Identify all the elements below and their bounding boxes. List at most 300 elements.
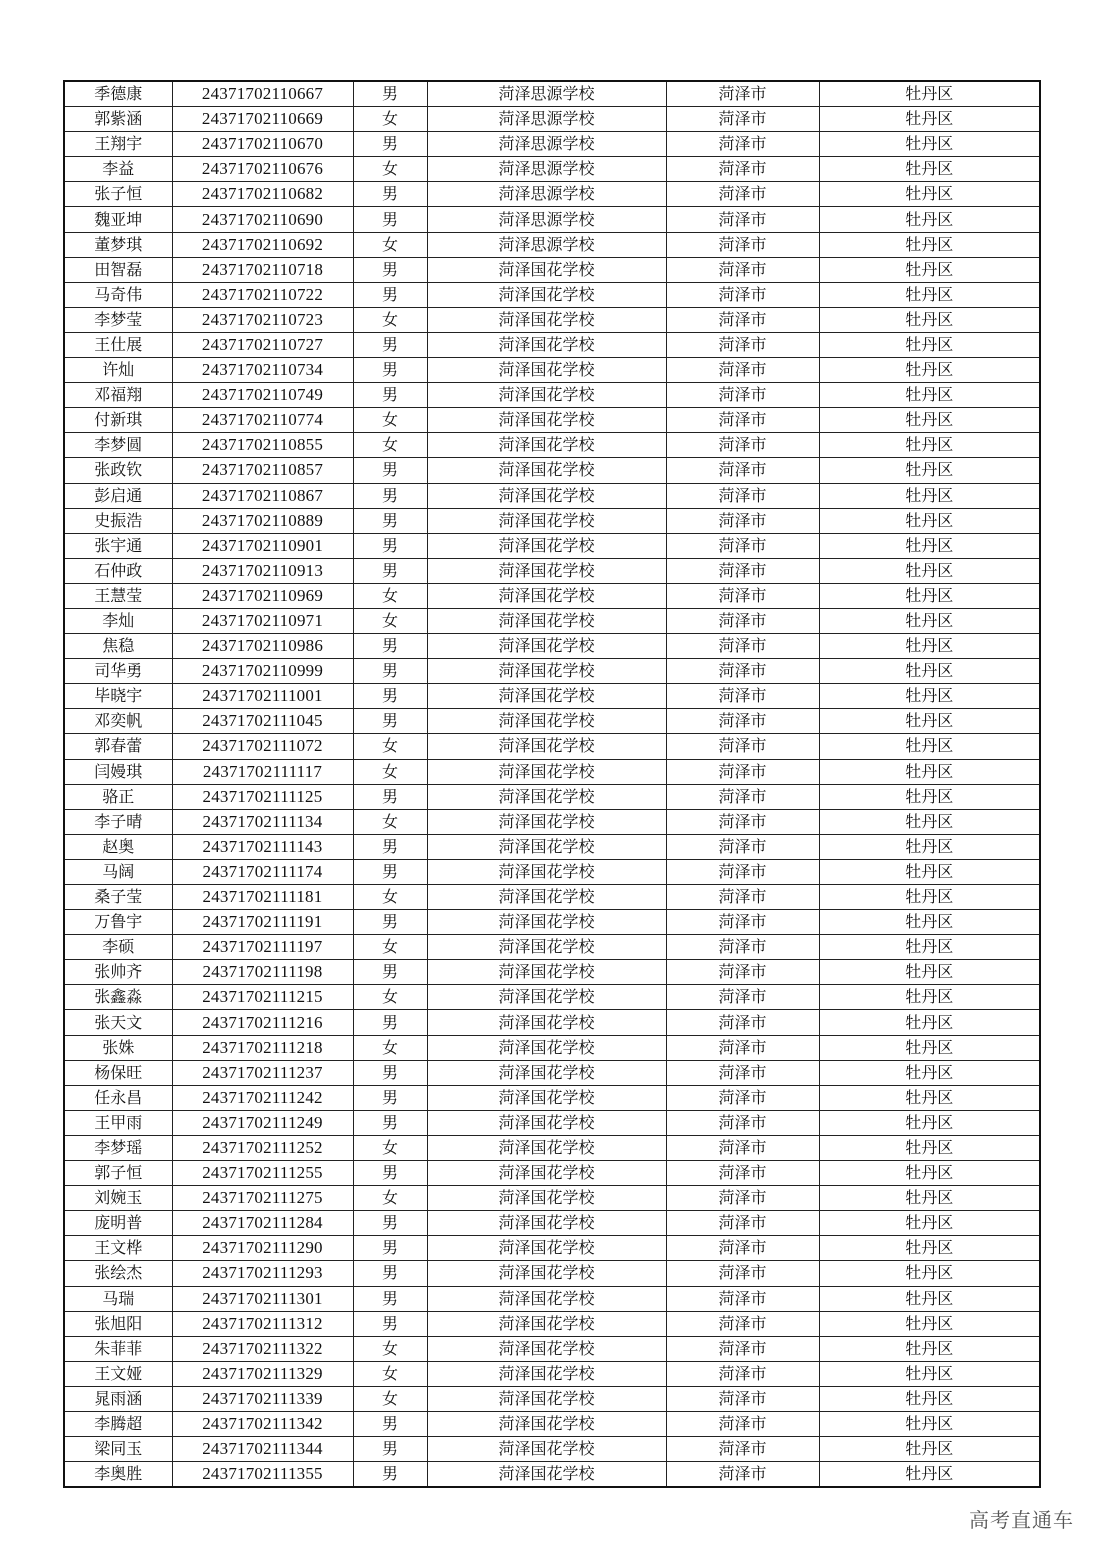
cell-gender: 女 (353, 1186, 427, 1211)
table-row (64, 583, 1040, 608)
cell-name: 李梦莹 (64, 307, 172, 332)
cell-school: 菏泽国花学校 (427, 1035, 666, 1060)
cell-district: 牡丹区 (819, 132, 1040, 157)
cell-name: 杨保旺 (64, 1060, 172, 1085)
cell-city: 菏泽市 (666, 81, 819, 107)
cell-name: 万鲁宇 (64, 910, 172, 935)
cell-school: 菏泽国花学校 (427, 1311, 666, 1336)
table-row (64, 910, 1040, 935)
cell-gender: 女 (353, 885, 427, 910)
cell-gender: 男 (353, 1211, 427, 1236)
cell-district: 牡丹区 (819, 935, 1040, 960)
cell-exam-id: 24371702110986 (172, 634, 353, 659)
cell-name: 李益 (64, 157, 172, 182)
cell-school: 菏泽思源学校 (427, 232, 666, 257)
cell-city: 菏泽市 (666, 207, 819, 232)
cell-exam-id: 24371702110690 (172, 207, 353, 232)
cell-name: 毕晓宇 (64, 684, 172, 709)
cell-school: 菏泽国花学校 (427, 1186, 666, 1211)
table-row (64, 859, 1040, 884)
cell-gender: 男 (353, 182, 427, 207)
cell-district: 牡丹区 (819, 734, 1040, 759)
cell-city: 菏泽市 (666, 1261, 819, 1286)
cell-gender: 女 (353, 734, 427, 759)
cell-school: 菏泽国花学校 (427, 533, 666, 558)
cell-gender: 女 (353, 408, 427, 433)
cell-district: 牡丹区 (819, 784, 1040, 809)
cell-exam-id: 24371702111181 (172, 885, 353, 910)
cell-gender: 女 (353, 1336, 427, 1361)
cell-gender: 男 (353, 1286, 427, 1311)
cell-city: 菏泽市 (666, 910, 819, 935)
cell-district: 牡丹区 (819, 985, 1040, 1010)
cell-name: 许灿 (64, 358, 172, 383)
table-row (64, 809, 1040, 834)
cell-name: 张政钦 (64, 458, 172, 483)
cell-school: 菏泽国花学校 (427, 558, 666, 583)
table-row (64, 433, 1040, 458)
table-row (64, 1336, 1040, 1361)
cell-exam-id: 24371702110969 (172, 583, 353, 608)
table-row (64, 383, 1040, 408)
cell-school: 菏泽国花学校 (427, 834, 666, 859)
cell-city: 菏泽市 (666, 1010, 819, 1035)
cell-district: 牡丹区 (819, 885, 1040, 910)
cell-city: 菏泽市 (666, 985, 819, 1010)
cell-name: 史振浩 (64, 508, 172, 533)
cell-school: 菏泽国花学校 (427, 734, 666, 759)
cell-name: 郭春蕾 (64, 734, 172, 759)
cell-name: 郭子恒 (64, 1161, 172, 1186)
cell-gender: 男 (353, 1161, 427, 1186)
cell-gender: 男 (353, 332, 427, 357)
cell-exam-id: 24371702111134 (172, 809, 353, 834)
cell-city: 菏泽市 (666, 583, 819, 608)
cell-name: 张鑫淼 (64, 985, 172, 1010)
table-row (64, 1135, 1040, 1160)
cell-exam-id: 24371702111252 (172, 1135, 353, 1160)
cell-school: 菏泽国花学校 (427, 408, 666, 433)
cell-district: 牡丹区 (819, 1161, 1040, 1186)
cell-district: 牡丹区 (819, 232, 1040, 257)
cell-school: 菏泽思源学校 (427, 132, 666, 157)
cell-city: 菏泽市 (666, 1186, 819, 1211)
cell-name: 司华勇 (64, 659, 172, 684)
table-row (64, 558, 1040, 583)
table-row (64, 1085, 1040, 1110)
cell-name: 李硕 (64, 935, 172, 960)
cell-exam-id: 24371702110901 (172, 533, 353, 558)
cell-district: 牡丹区 (819, 859, 1040, 884)
cell-city: 菏泽市 (666, 1161, 819, 1186)
cell-district: 牡丹区 (819, 257, 1040, 282)
cell-school: 菏泽国花学校 (427, 859, 666, 884)
cell-gender: 男 (353, 257, 427, 282)
cell-school: 菏泽国花学校 (427, 1211, 666, 1236)
cell-exam-id: 24371702111312 (172, 1311, 353, 1336)
cell-name: 李梦圆 (64, 433, 172, 458)
cell-gender: 男 (353, 1010, 427, 1035)
cell-name: 闫嫚琪 (64, 759, 172, 784)
cell-gender: 男 (353, 709, 427, 734)
cell-gender: 男 (353, 282, 427, 307)
cell-gender: 女 (353, 232, 427, 257)
cell-exam-id: 24371702111191 (172, 910, 353, 935)
cell-exam-id: 24371702111174 (172, 859, 353, 884)
cell-gender: 男 (353, 659, 427, 684)
cell-city: 菏泽市 (666, 1135, 819, 1160)
cell-city: 菏泽市 (666, 157, 819, 182)
cell-exam-id: 24371702110774 (172, 408, 353, 433)
cell-name: 任永昌 (64, 1085, 172, 1110)
cell-school: 菏泽国花学校 (427, 358, 666, 383)
cell-exam-id: 24371702111339 (172, 1386, 353, 1411)
cell-city: 菏泽市 (666, 282, 819, 307)
cell-city: 菏泽市 (666, 1437, 819, 1462)
cell-city: 菏泽市 (666, 558, 819, 583)
cell-gender: 女 (353, 157, 427, 182)
cell-city: 菏泽市 (666, 935, 819, 960)
cell-gender: 男 (353, 358, 427, 383)
cell-city: 菏泽市 (666, 960, 819, 985)
cell-name: 焦稳 (64, 634, 172, 659)
table-row (64, 709, 1040, 734)
cell-school: 菏泽思源学校 (427, 182, 666, 207)
cell-gender: 男 (353, 834, 427, 859)
cell-district: 牡丹区 (819, 1462, 1040, 1488)
table-row (64, 1060, 1040, 1085)
cell-city: 菏泽市 (666, 684, 819, 709)
cell-school: 菏泽国花学校 (427, 1361, 666, 1386)
cell-exam-id: 24371702111218 (172, 1035, 353, 1060)
cell-school: 菏泽国花学校 (427, 684, 666, 709)
cell-gender: 男 (353, 458, 427, 483)
cell-exam-id: 24371702111290 (172, 1236, 353, 1261)
table-row (64, 1035, 1040, 1060)
cell-name: 张绘杰 (64, 1261, 172, 1286)
cell-exam-id: 24371702110727 (172, 332, 353, 357)
cell-name: 赵奥 (64, 834, 172, 859)
cell-school: 菏泽国花学校 (427, 960, 666, 985)
cell-exam-id: 24371702110718 (172, 257, 353, 282)
cell-school: 菏泽思源学校 (427, 107, 666, 132)
cell-gender: 女 (353, 1386, 427, 1411)
table-row (64, 1236, 1040, 1261)
cell-name: 刘婉玉 (64, 1186, 172, 1211)
cell-exam-id: 24371702111198 (172, 960, 353, 985)
cell-gender: 男 (353, 1110, 427, 1135)
table-row (64, 1161, 1040, 1186)
cell-gender: 女 (353, 1361, 427, 1386)
cell-school: 菏泽国花学校 (427, 1236, 666, 1261)
cell-exam-id: 24371702111255 (172, 1161, 353, 1186)
cell-city: 菏泽市 (666, 332, 819, 357)
cell-gender: 男 (353, 634, 427, 659)
cell-district: 牡丹区 (819, 759, 1040, 784)
cell-school: 菏泽国花学校 (427, 583, 666, 608)
cell-name: 李奥胜 (64, 1462, 172, 1488)
cell-district: 牡丹区 (819, 583, 1040, 608)
cell-school: 菏泽国花学校 (427, 1261, 666, 1286)
cell-name: 庞明普 (64, 1211, 172, 1236)
cell-city: 菏泽市 (666, 1336, 819, 1361)
cell-name: 王文娅 (64, 1361, 172, 1386)
cell-district: 牡丹区 (819, 1135, 1040, 1160)
cell-school: 菏泽国花学校 (427, 383, 666, 408)
cell-name: 马瑞 (64, 1286, 172, 1311)
cell-gender: 女 (353, 759, 427, 784)
cell-district: 牡丹区 (819, 1211, 1040, 1236)
cell-city: 菏泽市 (666, 107, 819, 132)
table-row (64, 307, 1040, 332)
cell-school: 菏泽国花学校 (427, 1060, 666, 1085)
cell-gender: 男 (353, 81, 427, 107)
cell-city: 菏泽市 (666, 809, 819, 834)
table-row (64, 1261, 1040, 1286)
cell-name: 彭启通 (64, 483, 172, 508)
cell-district: 牡丹区 (819, 408, 1040, 433)
cell-name: 王翔宇 (64, 132, 172, 157)
cell-gender: 女 (353, 608, 427, 633)
cell-city: 菏泽市 (666, 834, 819, 859)
cell-district: 牡丹区 (819, 834, 1040, 859)
cell-gender: 男 (353, 910, 427, 935)
cell-gender: 女 (353, 1135, 427, 1160)
cell-city: 菏泽市 (666, 1311, 819, 1336)
cell-district: 牡丹区 (819, 207, 1040, 232)
cell-district: 牡丹区 (819, 960, 1040, 985)
cell-exam-id: 24371702110999 (172, 659, 353, 684)
cell-exam-id: 24371702110722 (172, 282, 353, 307)
cell-name: 张天文 (64, 1010, 172, 1035)
cell-city: 菏泽市 (666, 885, 819, 910)
cell-exam-id: 24371702111284 (172, 1211, 353, 1236)
cell-name: 马阔 (64, 859, 172, 884)
cell-school: 菏泽国花学校 (427, 608, 666, 633)
cell-city: 菏泽市 (666, 859, 819, 884)
cell-school: 菏泽国花学校 (427, 257, 666, 282)
cell-school: 菏泽国花学校 (427, 1110, 666, 1135)
cell-gender: 男 (353, 1462, 427, 1488)
cell-city: 菏泽市 (666, 1085, 819, 1110)
cell-school: 菏泽国花学校 (427, 784, 666, 809)
table-row (64, 935, 1040, 960)
cell-name: 邓奕帆 (64, 709, 172, 734)
cell-city: 菏泽市 (666, 508, 819, 533)
cell-name: 王甲雨 (64, 1110, 172, 1135)
cell-district: 牡丹区 (819, 1010, 1040, 1035)
cell-school: 菏泽国花学校 (427, 809, 666, 834)
cell-exam-id: 24371702110670 (172, 132, 353, 157)
cell-school: 菏泽国花学校 (427, 282, 666, 307)
cell-school: 菏泽国花学校 (427, 910, 666, 935)
cell-school: 菏泽国花学校 (427, 508, 666, 533)
student-list-table (63, 80, 1041, 1488)
cell-district: 牡丹区 (819, 684, 1040, 709)
table-row (64, 734, 1040, 759)
cell-city: 菏泽市 (666, 734, 819, 759)
table-row (64, 332, 1040, 357)
cell-district: 牡丹区 (819, 1336, 1040, 1361)
cell-name: 董梦琪 (64, 232, 172, 257)
cell-city: 菏泽市 (666, 1211, 819, 1236)
cell-district: 牡丹区 (819, 1110, 1040, 1135)
cell-district: 牡丹区 (819, 558, 1040, 583)
cell-name: 魏亚坤 (64, 207, 172, 232)
cell-city: 菏泽市 (666, 383, 819, 408)
cell-district: 牡丹区 (819, 809, 1040, 834)
cell-district: 牡丹区 (819, 1261, 1040, 1286)
cell-exam-id: 24371702110734 (172, 358, 353, 383)
table-row (64, 508, 1040, 533)
table-row (64, 157, 1040, 182)
cell-gender: 男 (353, 960, 427, 985)
cell-district: 牡丹区 (819, 81, 1040, 107)
cell-gender: 男 (353, 483, 427, 508)
table-row (64, 533, 1040, 558)
cell-school: 菏泽国花学校 (427, 935, 666, 960)
cell-gender: 女 (353, 307, 427, 332)
cell-exam-id: 24371702110682 (172, 182, 353, 207)
cell-name: 石仲政 (64, 558, 172, 583)
cell-school: 菏泽思源学校 (427, 157, 666, 182)
cell-gender: 男 (353, 1437, 427, 1462)
table-row (64, 960, 1040, 985)
cell-gender: 女 (353, 1035, 427, 1060)
table-row (64, 1462, 1040, 1488)
table-row (64, 1110, 1040, 1135)
cell-exam-id: 24371702110749 (172, 383, 353, 408)
cell-city: 菏泽市 (666, 1060, 819, 1085)
cell-school: 菏泽思源学校 (427, 207, 666, 232)
table-row (64, 634, 1040, 659)
cell-exam-id: 24371702110889 (172, 508, 353, 533)
cell-exam-id: 24371702110723 (172, 307, 353, 332)
table-row (64, 1437, 1040, 1462)
cell-district: 牡丹区 (819, 1361, 1040, 1386)
cell-district: 牡丹区 (819, 1060, 1040, 1085)
cell-school: 菏泽国花学校 (427, 307, 666, 332)
cell-city: 菏泽市 (666, 483, 819, 508)
cell-city: 菏泽市 (666, 433, 819, 458)
cell-exam-id: 24371702110971 (172, 608, 353, 633)
cell-city: 菏泽市 (666, 232, 819, 257)
table-row (64, 759, 1040, 784)
cell-exam-id: 24371702110676 (172, 157, 353, 182)
cell-city: 菏泽市 (666, 608, 819, 633)
cell-name: 张宇通 (64, 533, 172, 558)
cell-district: 牡丹区 (819, 1085, 1040, 1110)
cell-district: 牡丹区 (819, 182, 1040, 207)
table-row (64, 1361, 1040, 1386)
cell-city: 菏泽市 (666, 458, 819, 483)
table-row (64, 608, 1040, 633)
cell-school: 菏泽国花学校 (427, 1085, 666, 1110)
table-row (64, 408, 1040, 433)
table-row (64, 1010, 1040, 1035)
cell-name: 张帅齐 (64, 960, 172, 985)
cell-district: 牡丹区 (819, 157, 1040, 182)
table-row (64, 207, 1040, 232)
cell-city: 菏泽市 (666, 358, 819, 383)
cell-name: 马奇伟 (64, 282, 172, 307)
cell-name: 田智磊 (64, 257, 172, 282)
cell-district: 牡丹区 (819, 709, 1040, 734)
table-row (64, 1411, 1040, 1436)
cell-school: 菏泽国花学校 (427, 885, 666, 910)
cell-city: 菏泽市 (666, 533, 819, 558)
cell-district: 牡丹区 (819, 1311, 1040, 1336)
cell-name: 晁雨涵 (64, 1386, 172, 1411)
cell-exam-id: 24371702110855 (172, 433, 353, 458)
cell-gender: 男 (353, 558, 427, 583)
cell-district: 牡丹区 (819, 910, 1040, 935)
cell-exam-id: 24371702111344 (172, 1437, 353, 1462)
cell-name: 邓福翔 (64, 383, 172, 408)
cell-exam-id: 24371702111342 (172, 1411, 353, 1436)
cell-exam-id: 24371702111322 (172, 1336, 353, 1361)
cell-name: 朱菲菲 (64, 1336, 172, 1361)
cell-city: 菏泽市 (666, 132, 819, 157)
cell-gender: 男 (353, 207, 427, 232)
table-row (64, 282, 1040, 307)
cell-exam-id: 24371702110692 (172, 232, 353, 257)
cell-school: 菏泽国花学校 (427, 1161, 666, 1186)
cell-exam-id: 24371702111275 (172, 1186, 353, 1211)
cell-city: 菏泽市 (666, 1361, 819, 1386)
table-row (64, 834, 1040, 859)
cell-gender: 男 (353, 508, 427, 533)
cell-gender: 男 (353, 383, 427, 408)
cell-city: 菏泽市 (666, 634, 819, 659)
cell-city: 菏泽市 (666, 1386, 819, 1411)
cell-exam-id: 24371702111072 (172, 734, 353, 759)
table-row (64, 1386, 1040, 1411)
cell-name: 桑子莹 (64, 885, 172, 910)
cell-exam-id: 24371702111215 (172, 985, 353, 1010)
cell-school: 菏泽国花学校 (427, 1462, 666, 1488)
cell-gender: 男 (353, 1236, 427, 1261)
cell-city: 菏泽市 (666, 784, 819, 809)
table-row (64, 182, 1040, 207)
cell-city: 菏泽市 (666, 659, 819, 684)
table-row (64, 458, 1040, 483)
cell-gender: 男 (353, 1060, 427, 1085)
cell-district: 牡丹区 (819, 1035, 1040, 1060)
table-row (64, 132, 1040, 157)
cell-school: 菏泽国花学校 (427, 985, 666, 1010)
cell-district: 牡丹区 (819, 383, 1040, 408)
cell-school: 菏泽国花学校 (427, 483, 666, 508)
cell-name: 骆正 (64, 784, 172, 809)
cell-gender: 男 (353, 1261, 427, 1286)
cell-gender: 男 (353, 132, 427, 157)
table-row (64, 1286, 1040, 1311)
cell-name: 王文桦 (64, 1236, 172, 1261)
cell-school: 菏泽国花学校 (427, 759, 666, 784)
cell-city: 菏泽市 (666, 1411, 819, 1436)
cell-gender: 女 (353, 935, 427, 960)
cell-school: 菏泽国花学校 (427, 659, 666, 684)
cell-city: 菏泽市 (666, 1035, 819, 1060)
cell-district: 牡丹区 (819, 1411, 1040, 1436)
cell-district: 牡丹区 (819, 1286, 1040, 1311)
cell-name: 王仕展 (64, 332, 172, 357)
cell-gender: 女 (353, 985, 427, 1010)
cell-name: 梁同玉 (64, 1437, 172, 1462)
cell-exam-id: 24371702110667 (172, 81, 353, 107)
cell-district: 牡丹区 (819, 483, 1040, 508)
